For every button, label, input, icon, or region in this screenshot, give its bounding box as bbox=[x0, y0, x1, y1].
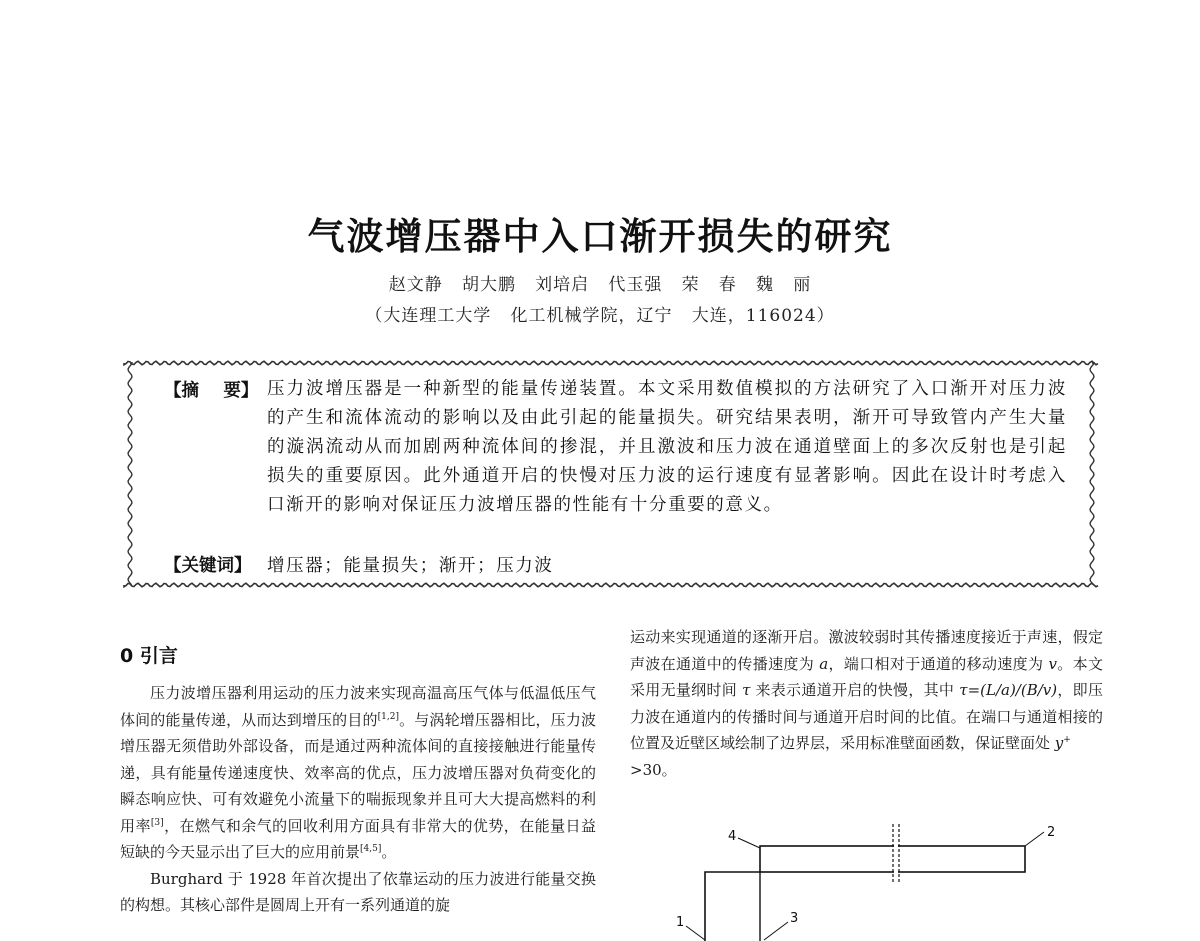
text-span: >30。 bbox=[630, 760, 677, 779]
text-span: 运动来实现通道的逐渐开启。激波较弱时其传播速度接近于声速，假定声波在通道中的传播速度为 bbox=[630, 628, 1103, 673]
variable-y: y bbox=[1054, 734, 1064, 752]
formula: τ=(L/a)/(B/v) bbox=[959, 681, 1058, 699]
port-outline bbox=[705, 872, 760, 941]
intro-paragraph-1 bbox=[120, 680, 596, 866]
text-span: 压力波增压器利用运动的压力波来实现高温高压气体与低温低压气体间的能量传递，从而达到增压的目的 bbox=[120, 684, 596, 729]
keywords-label: 【关键词】 bbox=[164, 556, 252, 576]
text-span: ，端口相对于通道的移动速度为 bbox=[828, 654, 1049, 673]
abstract-label: 【摘 要】 bbox=[164, 381, 259, 401]
variable-tau: τ bbox=[742, 681, 751, 699]
left-column bbox=[120, 680, 596, 919]
label-2: 2 bbox=[1047, 825, 1056, 840]
leader-line bbox=[1025, 832, 1044, 846]
citation: [3] bbox=[150, 817, 164, 828]
label-1: 1 bbox=[676, 915, 685, 930]
superscript: + bbox=[1063, 735, 1071, 745]
citation: [4,5] bbox=[360, 844, 382, 854]
intro-paragraph-2: Burghard 于 1928 年首次提出了依靠运动的压力波进行能量交换的构想。其核心部件是圆周上开有一系列通道的旋 bbox=[120, 869, 596, 914]
text-span: ，在燃气和余气的回收利用方面具有非常大的优势，在能量日益短缺的今天显示出了巨大的应用前景 bbox=[120, 816, 596, 861]
leader-line bbox=[686, 926, 705, 940]
abstract-box bbox=[122, 359, 1100, 589]
variable-v: v bbox=[1048, 654, 1057, 673]
leader-line bbox=[764, 922, 788, 940]
variable-a: a bbox=[819, 654, 829, 673]
paper-affiliation: （大连理工大学 化工机械学院，辽宁 大连，116024） bbox=[365, 306, 835, 326]
text-span: 。 bbox=[381, 843, 397, 861]
label-3: 3 bbox=[790, 911, 799, 926]
text-span: ，即压力波在通道内的传播时间与通道开启时间的比值。在端口与通道相接的位置及近壁区域绘制了边界层，采用标准壁面函数，保证壁面处 bbox=[630, 681, 1103, 752]
channel-diagram bbox=[660, 818, 1080, 941]
right-paragraph bbox=[630, 624, 1103, 783]
right-column bbox=[630, 624, 1103, 783]
keywords-text: 增压器；能量损失；渐开；压力波 bbox=[267, 556, 554, 576]
text-span: 。与涡轮增压器相比，压力波增压器无须借助外部设备，而是通过两种流体间的直接接触进行能量传递，具有能量传递速度快、效率高的优点，压力波增压器对负荷变化的瞬态响应快、可有效避免小流量下的喘振现象并且可大大提高燃料的利用率 bbox=[120, 710, 596, 835]
paper-authors: 赵文静 胡大鹏 刘培启 代玉强 荣 春 魏 丽 bbox=[388, 275, 812, 295]
leader-line bbox=[738, 838, 760, 848]
abstract-text: 压力波增压器是一种新型的能量传递装置。本文采用数值模拟的方法研究了入口渐开对压力波的产生和流体流动的影响以及由此引起的能量损失。研究结果表明，渐开可导致管内产生大量的漩涡流动从而加剧两种流体间的掺混，并且激波和压力波在通道壁面上的多次反射也是引起损失的重要原因。此外通道开启的快慢对压力波的运行速度有显著影响。因此在设计时考虑入口渐开的影响对保证压力波增压器的性能有十分重要的意义。 bbox=[267, 379, 1067, 515]
text-span: 。本文采用无量纲时间 bbox=[630, 654, 1103, 699]
label-4: 4 bbox=[728, 829, 737, 844]
section-heading: 0 引言 bbox=[120, 645, 178, 667]
paper-title: 气波增压器中入口渐开损失的研究 bbox=[307, 215, 893, 258]
text-span: 来表示通道开启的快慢，其中 bbox=[750, 681, 960, 699]
citation: [1,2] bbox=[377, 711, 399, 722]
